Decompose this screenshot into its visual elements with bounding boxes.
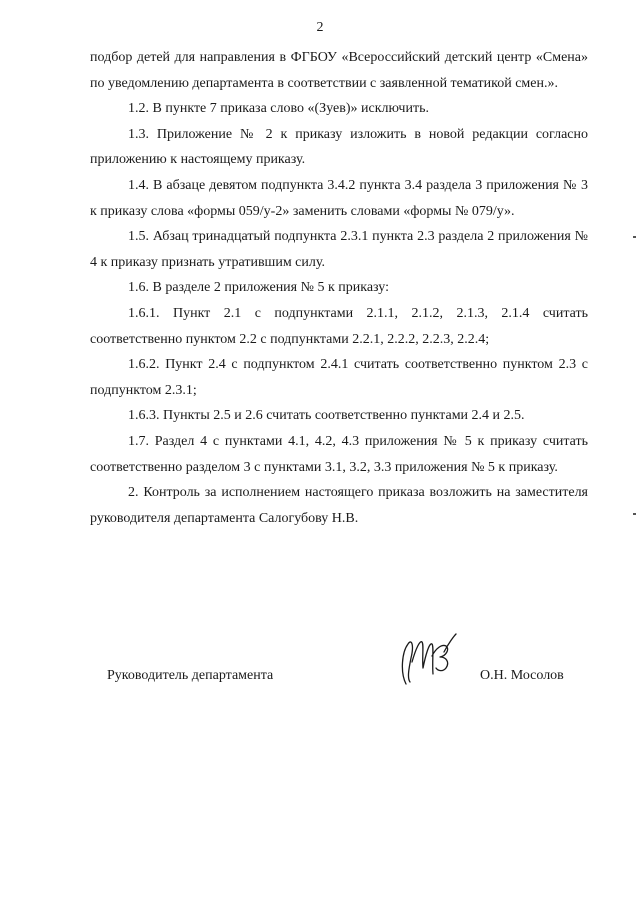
paragraph-1-6-1: 1.6.1. Пункт 2.1 с подпунктами 2.1.1, 2.1.2, 2.1.3, 2.1.4 считать соответственно пунктом 2.2 с подпунктами 2.2.1, 2.2.2, 2.2.3, 2.2.4;: [90, 305, 588, 347]
document-body: [90, 45, 588, 531]
paragraph-1-6-2: 1.6.2. Пункт 2.4 с подпунктом 2.4.1 считать соответственно пунктом 2.3 с подпунктом 2.3.1;: [90, 357, 588, 398]
paragraph-1-4: 1.4. В абзаце девятом подпункта 3.4.2 пункта 3.4 раздела 3 приложения № 3 к приказу слова «формы 059/у-2» заменить словами «формы № 079/у».: [90, 177, 588, 219]
signature-block: [0, 620, 640, 700]
page-number: 2: [316, 20, 324, 35]
scan-edge-mark: [633, 236, 636, 238]
handwritten-signature-icon: [398, 622, 460, 694]
signatory-name: О.Н. Мосолов: [480, 668, 564, 683]
paragraph-1-3: 1.3. Приложение № 2 к приказу изложить в новой редакции согласно приложению к настоящему приказу.: [90, 126, 588, 168]
signatory-position: Руководитель департамента: [107, 668, 274, 683]
paragraph-1-2: 1.2. В пункте 7 приказа слово «(Зуев)» исключить.: [128, 101, 429, 117]
scan-edge-mark: [633, 513, 636, 515]
paragraph-1-5: 1.5. Абзац тринадцатый подпункта 2.3.1 пункта 2.3 раздела 2 приложения № 4 к приказу признать утратившим силу.: [90, 229, 588, 270]
paragraph-1-7: 1.7. Раздел 4 с пунктами 4.1, 4.2, 4.3 приложения № 5 к приказу считать соответственно разделом 3 с пунктами 3.1, 3.2, 3.3 приложения № 5 к приказу.: [90, 433, 588, 475]
paragraph-1-6-3: 1.6.3. Пункты 2.5 и 2.6 считать соответственно пунктами 2.4 и 2.5.: [128, 408, 525, 424]
paragraph-2: 2. Контроль за исполнением настоящего приказа возложить на заместителя руководителя департамента Салогубову Н.В.: [90, 485, 588, 526]
paragraph-continuation: подбор детей для направления в ФГБОУ «Всероссийский детский центр «Смена» по уведомлению департамента в соответствии с заявленной тематикой смен.».: [90, 50, 588, 91]
paragraph-1-6: 1.6. В разделе 2 приложения № 5 к приказу:: [128, 280, 390, 296]
